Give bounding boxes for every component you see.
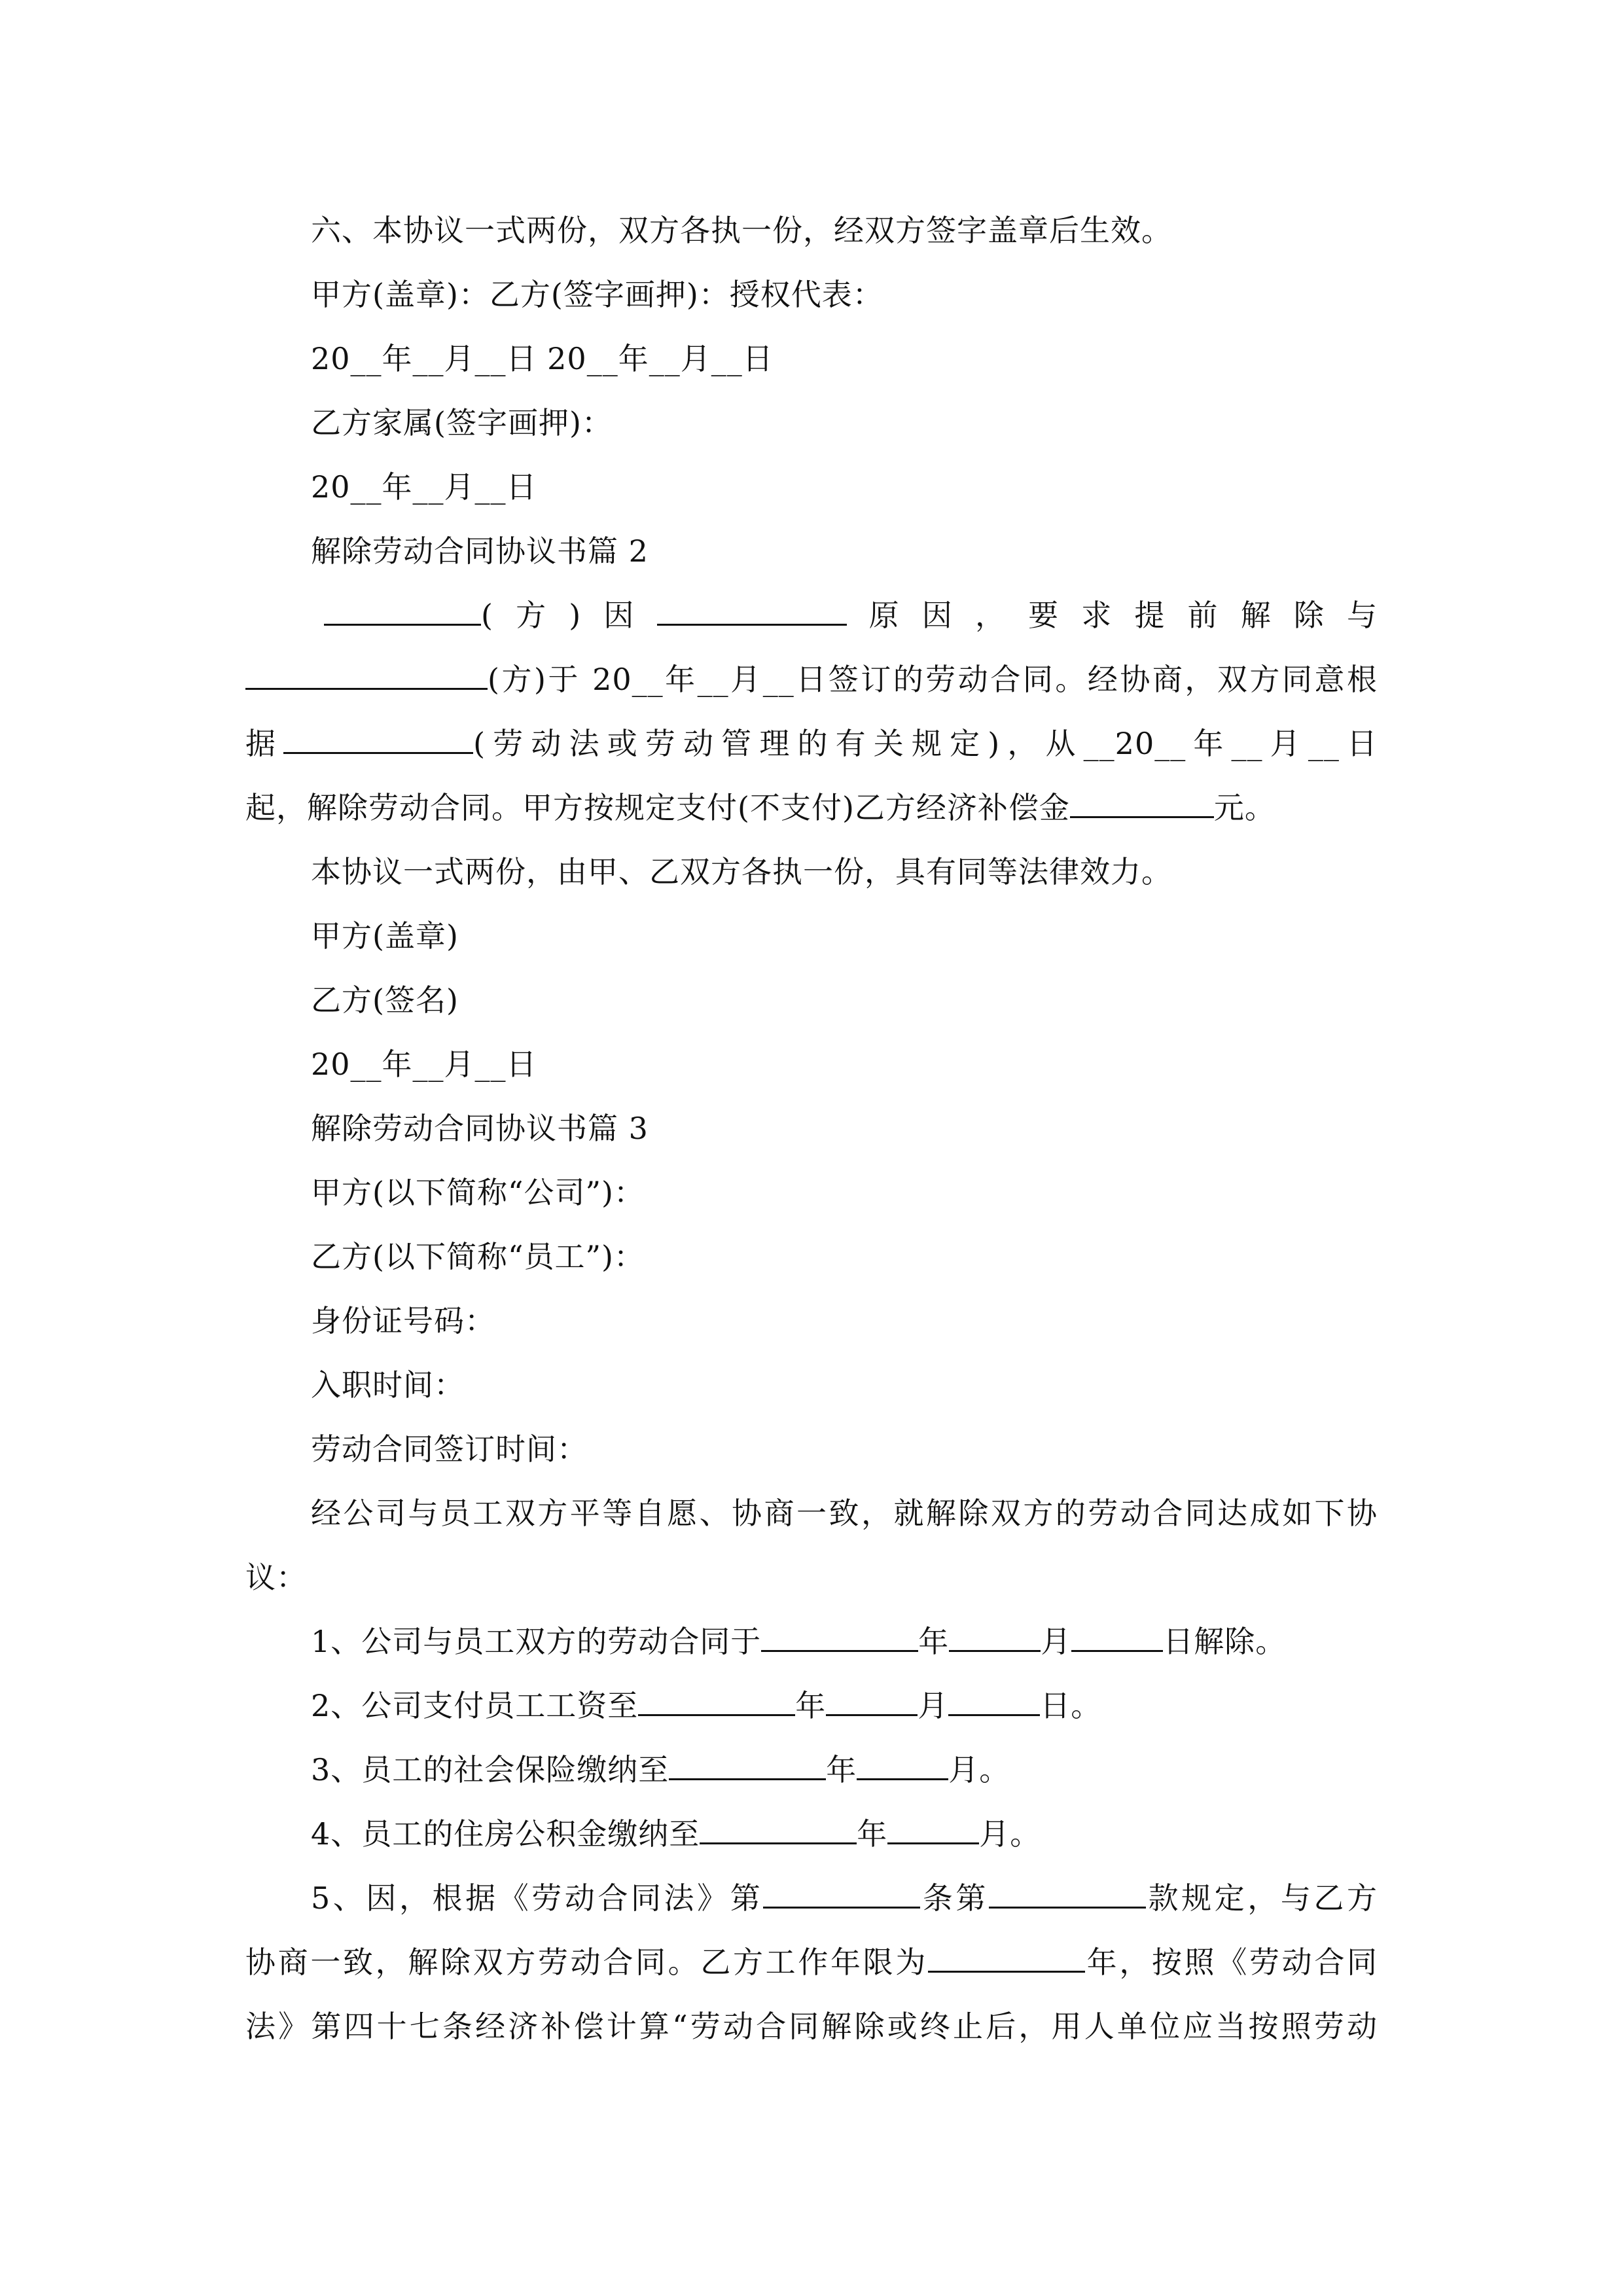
fill-blank[interactable] bbox=[245, 660, 488, 690]
text-fragment: 年 bbox=[857, 1816, 888, 1852]
text-fragment: (方)于 20__年__月__日签订的劳动合同。经协商，双方同意根 bbox=[488, 662, 1378, 697]
paragraph-line bbox=[324, 596, 1378, 635]
paragraph-line bbox=[245, 788, 1275, 827]
text-fragment: 月 bbox=[918, 1688, 949, 1723]
signature-party-a: 甲方(盖章) bbox=[311, 918, 459, 954]
clause-2 bbox=[311, 1686, 1101, 1725]
fill-blank[interactable] bbox=[989, 1879, 1146, 1909]
fill-blank[interactable] bbox=[948, 1687, 1040, 1716]
text-fragment: 月 bbox=[1041, 1624, 1072, 1659]
clause-1 bbox=[311, 1622, 1286, 1661]
field-hire-date: 入职时间： bbox=[311, 1367, 465, 1403]
text-fragment: 款规定，与乙方 bbox=[1146, 1880, 1378, 1916]
text-fragment: 起，解除劳动合同。甲方按规定支付(不支付)乙方经济补偿金 bbox=[245, 790, 1070, 825]
fill-blank[interactable] bbox=[763, 1879, 920, 1909]
text-fragment: 5、因，根据《劳动合同法》第 bbox=[311, 1880, 764, 1916]
text-fragment: 年 bbox=[918, 1624, 950, 1659]
text-fragment: 元。 bbox=[1213, 790, 1275, 825]
paragraph-line bbox=[245, 724, 1378, 763]
paragraph-line: 议： bbox=[245, 1560, 307, 1595]
fill-blank[interactable] bbox=[826, 1687, 918, 1716]
fill-blank[interactable] bbox=[1070, 789, 1214, 818]
section-heading-2: 解除劳动合同协议书篇 2 bbox=[311, 533, 649, 569]
fill-blank[interactable] bbox=[700, 1815, 857, 1844]
field-id-number: 身份证号码： bbox=[311, 1303, 495, 1338]
fill-blank[interactable] bbox=[761, 1623, 918, 1652]
field-party-a: 甲方(以下简称“公司”)： bbox=[311, 1175, 645, 1210]
paragraph-line bbox=[245, 1943, 1378, 1982]
text-fragment: (方)因 bbox=[481, 598, 657, 633]
text-fragment: 2、公司支付员工工资至 bbox=[311, 1688, 639, 1723]
text-fragment: 协商一致，解除双方劳动合同。乙方工作年限为 bbox=[245, 1945, 928, 1980]
clause-six: 六、本协议一式两份，双方各执一份，经双方签字盖章后生效。 bbox=[311, 213, 1172, 248]
text-fragment: 年，按照《劳动合同 bbox=[1085, 1945, 1378, 1980]
fill-blank[interactable] bbox=[1071, 1623, 1163, 1652]
fill-blank[interactable] bbox=[638, 1687, 795, 1716]
paragraph-line: 本协议一式两份，由甲、乙双方各执一份，具有同等法律效力。 bbox=[311, 854, 1172, 889]
signature-line-parties: 甲方(盖章)：乙方(签字画押)：授权代表： bbox=[311, 277, 883, 312]
section-heading-3: 解除劳动合同协议书篇 3 bbox=[311, 1111, 649, 1146]
date-line: 20__年__月__日 bbox=[311, 1047, 537, 1082]
text-fragment: 4、员工的住房公积金缴纳至 bbox=[311, 1816, 700, 1852]
paragraph-line bbox=[245, 660, 1378, 699]
date-line-double: 20__年__月__日 20__年__月__日 bbox=[311, 341, 774, 376]
fill-blank[interactable] bbox=[283, 725, 473, 754]
fill-blank[interactable] bbox=[324, 596, 481, 626]
fill-blank[interactable] bbox=[928, 1943, 1085, 1973]
paragraph-line: 经公司与员工双方平等自愿、协商一致，就解除双方的劳动合同达成如下协 bbox=[311, 1496, 1378, 1531]
fill-blank[interactable] bbox=[887, 1815, 979, 1844]
clause-4 bbox=[311, 1814, 1041, 1854]
text-fragment: 月。 bbox=[979, 1816, 1041, 1852]
signature-party-b: 乙方(签名) bbox=[311, 982, 459, 1018]
text-fragment: 月。 bbox=[948, 1752, 1010, 1787]
text-fragment: 日。 bbox=[1040, 1688, 1102, 1723]
signature-line-family: 乙方家属(签字画押)： bbox=[311, 405, 613, 440]
clause-3 bbox=[311, 1750, 1010, 1789]
text-fragment: 年 bbox=[795, 1688, 827, 1723]
fill-blank[interactable] bbox=[949, 1623, 1041, 1652]
text-fragment: 1、公司与员工双方的劳动合同于 bbox=[311, 1624, 762, 1659]
text-fragment: 原因，要求提前解除与 bbox=[846, 598, 1378, 633]
text-fragment: 年 bbox=[826, 1752, 857, 1787]
text-fragment: 3、员工的社会保险缴纳至 bbox=[311, 1752, 669, 1787]
text-fragment: (劳动法或劳动管理的有关规定)，从__20__年__月__日 bbox=[473, 726, 1378, 761]
text-fragment: 据 bbox=[245, 726, 284, 761]
date-line: 20__年__月__日 bbox=[311, 469, 537, 505]
fill-blank[interactable] bbox=[857, 1751, 948, 1780]
field-contract-date: 劳动合同签订时间： bbox=[311, 1431, 588, 1467]
text-fragment: 条第 bbox=[920, 1880, 989, 1916]
field-party-b: 乙方(以下简称“员工”)： bbox=[311, 1239, 645, 1274]
fill-blank[interactable] bbox=[669, 1751, 826, 1780]
fill-blank[interactable] bbox=[657, 596, 847, 626]
clause-5 bbox=[311, 1878, 1378, 1918]
text-fragment: 日解除。 bbox=[1163, 1624, 1287, 1659]
paragraph-line: 法》第四十七条经济补偿计算“劳动合同解除或终止后，用人单位应当按照劳动 bbox=[245, 2009, 1378, 2044]
